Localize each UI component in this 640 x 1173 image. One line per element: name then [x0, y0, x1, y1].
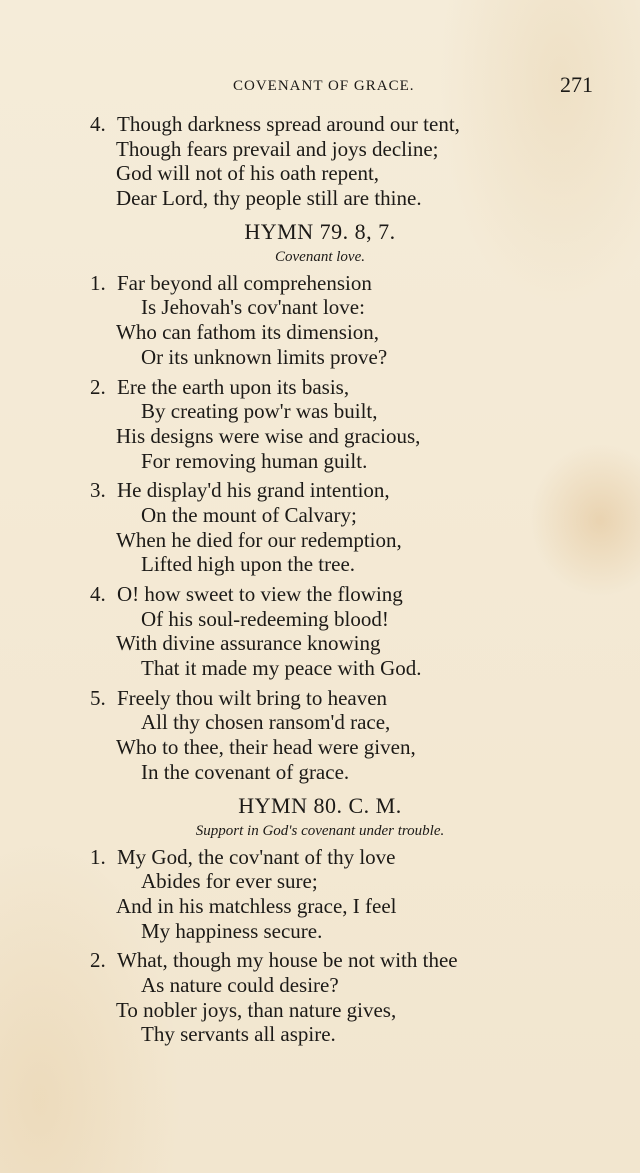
hymn-79-stanza-4	[0, 582, 640, 681]
carryover-stanza	[0, 112, 640, 211]
stanza-line: Or its unknown limits prove?	[141, 344, 388, 369]
stanza-line: His designs were wise and gracious,	[116, 423, 421, 448]
stanza-line: Of his soul-redeeming blood!	[141, 606, 389, 631]
page-text	[0, 112, 640, 1052]
stanza-line: My happiness secure.	[141, 918, 323, 943]
stanza-line: 5. Freely thou wilt bring to heaven	[90, 685, 388, 710]
stanza-line: 1. My God, the cov'nant of thy love	[90, 844, 396, 869]
hymn-79-stanza-2	[0, 375, 640, 474]
stanza-line: 2. What, though my house be not with thee	[90, 948, 458, 973]
stanza-line: Who can fathom its dimension,	[116, 320, 380, 345]
stanza-line: 1. Far beyond all comprehension	[90, 270, 372, 295]
hymn-79-stanza-1	[0, 271, 640, 370]
stanza-number: 3.	[90, 478, 106, 503]
hymn-80-stanza-2	[0, 948, 640, 1047]
stanza-number: 4.	[90, 582, 106, 606]
page-number: 271	[560, 72, 593, 97]
stanza-number: 2.	[90, 374, 106, 399]
hymn-80-title: HYMN 80. C. M.	[238, 792, 402, 818]
stanza-line: Is Jehovah's cov'nant love:	[141, 295, 365, 320]
stanza-line: Though fears prevail and joys decline;	[116, 136, 439, 161]
stanza-line: As nature could desire?	[141, 972, 339, 997]
stanza-line: That it made my peace with God.	[141, 656, 422, 681]
stanza-number: 5.	[90, 685, 106, 710]
stanza-line: By creating pow'r was built,	[141, 399, 378, 424]
hymn-80-stanza-1	[0, 845, 640, 944]
hymn-80-subtitle: Support in God's covenant under trouble.	[195, 822, 445, 839]
stanza-line: With divine assurance knowing	[116, 631, 381, 656]
stanza-line: And in his matchless grace, I feel	[116, 893, 397, 918]
hymn-79-stanza-5	[0, 686, 640, 785]
stanza-line: To nobler joys, than nature gives,	[116, 997, 397, 1022]
stanza-line: 4. Though darkness spread around our tent,	[90, 112, 460, 136]
stanza-line: All thy chosen ransom'd race,	[141, 710, 391, 735]
stanza-line: For removing human guilt.	[141, 448, 368, 473]
stanza-number: 4.	[90, 112, 106, 136]
hymn-79-subtitle: Covenant love.	[275, 248, 365, 265]
stanza-number: 1.	[90, 844, 106, 869]
stanza-line: Who to thee, their head were given,	[116, 735, 416, 760]
stanza-line: In the covenant of grace.	[141, 759, 350, 784]
stanza-line: 3. He display'd his grand intention,	[90, 478, 390, 503]
hymn-79-title: HYMN 79. 8, 7.	[244, 218, 396, 244]
stanza-number: 1.	[90, 270, 106, 295]
running-head: COVENANT OF GRACE.	[233, 78, 415, 94]
stanza-line: Abides for ever sure;	[141, 869, 318, 894]
stanza-line: God will not of his oath repent,	[116, 161, 380, 186]
stanza-line: Lifted high upon the tree.	[141, 552, 356, 577]
hymn-79-stanza-3	[0, 478, 640, 577]
stanza-line: When he died for our redemption,	[116, 527, 402, 552]
stanza-line: 2. Ere the earth upon its basis,	[90, 374, 350, 399]
stanza-line: Thy servants all aspire.	[141, 1022, 336, 1047]
stanza-number: 2.	[90, 948, 106, 973]
stanza-line: On the mount of Calvary;	[141, 502, 357, 527]
stanza-line: 4. O! how sweet to view the flowing	[90, 582, 403, 606]
stanza-line: Dear Lord, thy people still are thine.	[116, 186, 422, 211]
